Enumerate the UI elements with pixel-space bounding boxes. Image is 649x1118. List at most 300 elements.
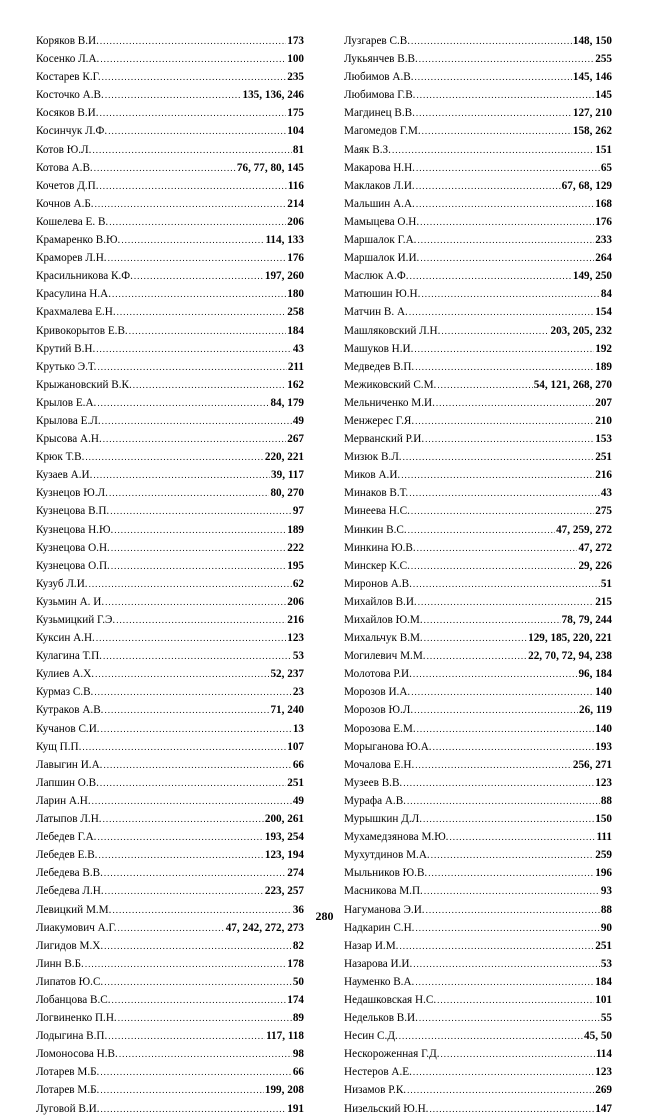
author-name: Мухамедзянова М.Ю. bbox=[344, 831, 449, 844]
author-name: Мурышкин Д.Л. bbox=[344, 813, 423, 826]
author-name: Мыльников Ю.В. bbox=[344, 867, 428, 880]
index-entry bbox=[344, 430, 612, 448]
index-entry bbox=[344, 683, 612, 701]
index-entry bbox=[344, 484, 612, 502]
page-references: 65 bbox=[600, 161, 612, 174]
dot-leader bbox=[95, 195, 287, 213]
author-name: Латыпов Л.Н. bbox=[36, 813, 102, 826]
dot-leader bbox=[416, 177, 561, 195]
author-name: Любимов А.В. bbox=[344, 71, 414, 84]
page-references: 175 bbox=[287, 107, 304, 120]
author-name: Кузьмин А. И. bbox=[36, 595, 105, 608]
dot-leader bbox=[421, 285, 599, 303]
author-name: Мерванский Р.И. bbox=[344, 433, 425, 446]
page-references: 23 bbox=[292, 686, 304, 699]
dot-leader bbox=[414, 701, 578, 719]
dot-leader bbox=[399, 937, 594, 955]
author-name: Линн В.Б. bbox=[36, 957, 84, 970]
author-name: Лодыгина В.П. bbox=[36, 1030, 108, 1043]
author-name: Курмаз С.В. bbox=[36, 686, 94, 699]
dot-leader bbox=[100, 50, 286, 68]
author-name: Кузьмицкий Г.Э. bbox=[36, 614, 116, 626]
author-name: Морозов Ю.Л. bbox=[344, 704, 414, 717]
page-references: 256, 271 bbox=[572, 758, 612, 771]
dot-leader bbox=[409, 484, 600, 502]
author-name: Красильникова К.Ф. bbox=[36, 270, 133, 283]
index-entry bbox=[344, 159, 612, 177]
dot-leader bbox=[403, 448, 595, 466]
index-entry bbox=[344, 394, 612, 412]
page-references: 123 bbox=[595, 1066, 612, 1079]
author-name: Межиковский С.М. bbox=[344, 378, 437, 391]
index-entry bbox=[344, 412, 612, 430]
index-entry bbox=[344, 358, 612, 376]
author-name: Липатов Ю.С. bbox=[36, 975, 104, 988]
dot-leader bbox=[425, 430, 594, 448]
dot-leader bbox=[97, 358, 286, 376]
index-entry bbox=[36, 249, 304, 267]
page-references: 178 bbox=[287, 957, 304, 970]
author-name: Нескороженная Г.Д. bbox=[344, 1048, 440, 1061]
dot-leader bbox=[399, 1027, 583, 1045]
index-entry bbox=[344, 738, 612, 756]
author-name: Кочнов А.Б. bbox=[36, 197, 94, 210]
dot-leader bbox=[104, 937, 292, 955]
author-name: Машуков Н.И. bbox=[344, 342, 414, 355]
page-references: 148, 150 bbox=[572, 35, 612, 47]
index-entry bbox=[36, 68, 304, 86]
author-name: Кузнецова Н.Ю. bbox=[36, 523, 114, 536]
page-references: 145, 146 bbox=[572, 71, 612, 84]
page-references: 54, 121, 268, 270 bbox=[533, 378, 612, 391]
index-entry bbox=[344, 122, 612, 140]
index-entry bbox=[344, 828, 612, 846]
page-references: 184 bbox=[595, 975, 612, 988]
author-name: Магдинец В.В. bbox=[344, 107, 415, 120]
dot-leader bbox=[419, 1009, 600, 1027]
author-name: Костарев К.Г. bbox=[36, 71, 101, 84]
page-references: 145 bbox=[595, 89, 612, 102]
author-name: Несин С.Д. bbox=[344, 1030, 398, 1043]
index-entry bbox=[36, 720, 304, 738]
page-references: 82 bbox=[292, 939, 304, 952]
dot-leader bbox=[101, 720, 292, 738]
index-entry bbox=[344, 701, 612, 719]
dot-leader bbox=[97, 828, 263, 846]
dot-leader bbox=[436, 394, 594, 412]
author-name: Мизюк В.Л. bbox=[344, 451, 402, 464]
index-entry bbox=[344, 141, 612, 159]
index-entry bbox=[36, 647, 304, 665]
author-name: Михальчук В.М. bbox=[344, 632, 423, 645]
dot-leader bbox=[105, 86, 242, 104]
author-name: Краморев Л.Н. bbox=[36, 252, 107, 265]
dot-leader bbox=[416, 195, 594, 213]
page-references: 255 bbox=[595, 53, 612, 66]
page-references: 199, 208 bbox=[264, 1084, 304, 1097]
page-references: 140 bbox=[595, 722, 612, 735]
dot-leader bbox=[411, 557, 578, 575]
index-entry bbox=[344, 756, 612, 774]
page-references: 114, 133 bbox=[265, 234, 304, 247]
dot-leader bbox=[100, 1063, 291, 1081]
page-references: 174 bbox=[287, 993, 304, 1006]
index-entry bbox=[36, 756, 304, 774]
dot-leader bbox=[92, 141, 291, 159]
page-references: 233 bbox=[595, 234, 612, 247]
page-references: 53 bbox=[600, 957, 612, 970]
author-name: Лиакумович А.Г. bbox=[36, 921, 117, 934]
dot-leader bbox=[413, 575, 600, 593]
author-name: Кущ П.П. bbox=[36, 740, 82, 753]
author-name: Миков А.И. bbox=[344, 469, 401, 482]
author-name: Коряков В.И. bbox=[36, 35, 99, 47]
author-name: Назарова И.И. bbox=[344, 957, 413, 970]
author-name: Матюшин Ю.Н. bbox=[344, 288, 421, 301]
author-name: Менжерес Г.Я. bbox=[344, 414, 415, 427]
page-references: 184 bbox=[287, 324, 304, 337]
author-name: Маслюк А.Ф. bbox=[344, 270, 409, 283]
author-name: Кривокорытов Е.В. bbox=[36, 324, 128, 337]
index-entry bbox=[344, 846, 612, 864]
author-name: Медведев В.П. bbox=[344, 360, 415, 373]
author-name: Минаков В.Т. bbox=[344, 487, 409, 500]
dot-leader bbox=[114, 521, 286, 539]
author-name: Низельский Ю.Н. bbox=[344, 1102, 429, 1115]
author-name: Недашковская Н.С. bbox=[344, 993, 437, 1006]
dot-leader bbox=[437, 376, 532, 394]
page-references: 215 bbox=[595, 595, 612, 608]
index-entry bbox=[344, 195, 612, 213]
page-references: 114 bbox=[595, 1048, 612, 1061]
page-references: 214 bbox=[287, 197, 304, 210]
author-name: Надкарин С.Н. bbox=[344, 921, 415, 934]
author-name: Кулиев А.Х. bbox=[36, 668, 95, 681]
page-references: 53 bbox=[292, 650, 304, 663]
dot-leader bbox=[96, 629, 286, 647]
author-name: Назар И.М. bbox=[344, 939, 399, 952]
page-references: 189 bbox=[287, 523, 304, 536]
index-entry bbox=[36, 104, 304, 122]
author-name: Лобанцова В.С. bbox=[36, 993, 111, 1006]
page-references: 222 bbox=[287, 541, 304, 554]
dot-leader bbox=[415, 756, 572, 774]
dot-leader bbox=[420, 249, 594, 267]
index-entry bbox=[344, 32, 612, 50]
page-references: 81 bbox=[292, 143, 304, 156]
dot-leader bbox=[110, 502, 292, 520]
index-entry bbox=[36, 267, 304, 285]
dot-leader bbox=[109, 213, 286, 231]
dot-leader bbox=[424, 611, 561, 629]
page-references: 189 bbox=[595, 360, 612, 373]
author-name: Кузнецова О.П. bbox=[36, 559, 110, 572]
author-name: Любимова Г.В. bbox=[344, 89, 416, 102]
page-references: 210 bbox=[595, 414, 612, 427]
index-entry bbox=[344, 1027, 612, 1045]
dot-leader bbox=[94, 683, 291, 701]
dot-leader bbox=[129, 322, 287, 340]
dot-leader bbox=[437, 991, 594, 1009]
page-references: 123 bbox=[595, 776, 612, 789]
page-references: 49 bbox=[292, 414, 304, 427]
author-name: Макарова Н.Н. bbox=[344, 161, 415, 174]
author-name: Крутий В.Н. bbox=[36, 342, 96, 355]
author-name: Кочетов Д.П. bbox=[36, 179, 99, 192]
author-name: Левицкий М.М. bbox=[36, 903, 112, 916]
author-name: Крахмалева Е.Н. bbox=[36, 306, 116, 319]
dot-leader bbox=[93, 466, 270, 484]
dot-leader bbox=[92, 792, 292, 810]
author-name: Кошелева Е. В. bbox=[36, 215, 109, 228]
author-name: Нестеров А.Е. bbox=[344, 1066, 412, 1079]
index-entry bbox=[36, 701, 304, 719]
page-references: 176 bbox=[595, 215, 612, 228]
dot-leader bbox=[413, 665, 578, 683]
author-name: Кузнецов Ю.Л. bbox=[36, 487, 108, 500]
page-references: 149, 250 bbox=[572, 270, 612, 283]
index-entry bbox=[344, 50, 612, 68]
dot-leader bbox=[116, 611, 286, 629]
page-references: 47, 272 bbox=[578, 541, 612, 554]
dot-leader bbox=[102, 412, 292, 430]
index-entry bbox=[344, 68, 612, 86]
index-entry bbox=[36, 991, 304, 1009]
dot-leader bbox=[85, 955, 286, 973]
page-references: 216 bbox=[287, 614, 304, 626]
index-entry bbox=[344, 1081, 612, 1099]
index-entry bbox=[36, 86, 304, 104]
index-entry bbox=[344, 774, 612, 792]
page-references: 192 bbox=[595, 342, 612, 355]
dot-leader bbox=[441, 1045, 595, 1063]
index-entry bbox=[344, 104, 612, 122]
page-references: 168 bbox=[595, 197, 612, 210]
page-references: 129, 185, 220, 221 bbox=[528, 632, 612, 645]
index-entry bbox=[344, 213, 612, 231]
dot-leader bbox=[433, 738, 595, 756]
index-entry bbox=[36, 466, 304, 484]
index-entry bbox=[36, 141, 304, 159]
dot-leader bbox=[422, 122, 572, 140]
dot-leader bbox=[104, 973, 292, 991]
index-entry bbox=[344, 882, 612, 900]
index-entry bbox=[36, 1027, 304, 1045]
page-references: 206 bbox=[287, 215, 304, 228]
dot-leader bbox=[416, 159, 600, 177]
index-entry bbox=[344, 973, 612, 991]
dot-leader bbox=[105, 882, 264, 900]
index-entry bbox=[36, 177, 304, 195]
index-entry bbox=[36, 665, 304, 683]
author-name: Крылов Е.А. bbox=[36, 396, 97, 409]
page-references: 116 bbox=[287, 179, 304, 192]
dot-leader bbox=[420, 213, 594, 231]
page-references: 206 bbox=[287, 595, 304, 608]
page-references: 251 bbox=[595, 451, 612, 464]
page-references: 200, 261 bbox=[264, 813, 304, 826]
page-references: 275 bbox=[595, 505, 612, 518]
dot-leader bbox=[423, 810, 594, 828]
author-name: Могилевич М.М. bbox=[344, 650, 426, 663]
dot-leader bbox=[403, 774, 594, 792]
author-name: Лотарев М.Б. bbox=[36, 1066, 100, 1079]
dot-leader bbox=[103, 756, 291, 774]
page-references: 45, 50 bbox=[584, 1030, 612, 1043]
author-name: Кузуб Л.И. bbox=[36, 577, 88, 590]
page-references: 47, 242, 272, 273 bbox=[225, 921, 304, 934]
index-entry bbox=[36, 1081, 304, 1099]
index-entry bbox=[36, 303, 304, 321]
index-entry bbox=[344, 720, 612, 738]
author-name: Ломоносова Н.В. bbox=[36, 1048, 118, 1061]
index-entry bbox=[36, 322, 304, 340]
dot-leader bbox=[97, 394, 269, 412]
index-entry bbox=[344, 955, 612, 973]
index-entry bbox=[36, 340, 304, 358]
author-name: Крыжановский В.К. bbox=[36, 378, 132, 391]
dot-leader bbox=[411, 502, 594, 520]
dot-leader bbox=[104, 701, 269, 719]
index-entry bbox=[36, 611, 304, 629]
index-entry bbox=[36, 1063, 304, 1081]
index-entry bbox=[344, 86, 612, 104]
dot-leader bbox=[419, 50, 594, 68]
author-name: Мурафа А.В. bbox=[344, 794, 406, 807]
page-references: 158, 262 bbox=[572, 125, 612, 138]
index-entry bbox=[36, 828, 304, 846]
author-name: Морозова Е.М. bbox=[344, 722, 416, 735]
page-references: 267 bbox=[287, 433, 304, 446]
author-name: Лебедев Е.В. bbox=[36, 849, 98, 862]
page-references: 251 bbox=[595, 939, 612, 952]
index-entry bbox=[344, 177, 612, 195]
dot-leader bbox=[416, 104, 572, 122]
dot-leader bbox=[431, 846, 594, 864]
index-entry bbox=[344, 340, 612, 358]
index-entry bbox=[36, 593, 304, 611]
index-entry bbox=[344, 539, 612, 557]
dot-leader bbox=[413, 1063, 594, 1081]
author-name: Красулина Н.А. bbox=[36, 288, 112, 301]
dot-leader bbox=[108, 1027, 265, 1045]
index-entry bbox=[344, 611, 612, 629]
index-entry bbox=[344, 1100, 612, 1118]
index-entry bbox=[344, 448, 612, 466]
page-references: 127, 210 bbox=[572, 107, 612, 120]
index-entry bbox=[344, 466, 612, 484]
page-references: 154 bbox=[595, 306, 612, 319]
author-name: Низамов Р.К. bbox=[344, 1084, 407, 1097]
dot-leader bbox=[105, 593, 286, 611]
index-entry bbox=[344, 249, 612, 267]
author-name: Маршалок Г.А. bbox=[344, 234, 417, 247]
index-entry bbox=[36, 231, 304, 249]
author-name: Крутько Э.Т. bbox=[36, 360, 97, 373]
index-entry bbox=[36, 50, 304, 68]
page-references: 196 bbox=[595, 867, 612, 880]
index-entry bbox=[36, 882, 304, 900]
author-name: Лотарев М.Б. bbox=[36, 1084, 100, 1097]
author-name: Косяков В.И. bbox=[36, 107, 99, 120]
index-entry bbox=[36, 484, 304, 502]
index-entry bbox=[36, 683, 304, 701]
page-references: 89 bbox=[292, 1012, 304, 1025]
index-entry bbox=[36, 774, 304, 792]
dot-leader bbox=[85, 448, 263, 466]
page-references: 220, 221 bbox=[264, 451, 304, 464]
index-entry bbox=[36, 285, 304, 303]
dot-leader bbox=[424, 629, 527, 647]
author-name: Мочалова Е.Н. bbox=[344, 758, 415, 771]
dot-leader bbox=[416, 86, 594, 104]
page-references: 52, 237 bbox=[270, 668, 304, 681]
page-references: 211 bbox=[287, 360, 304, 373]
index-entry bbox=[36, 810, 304, 828]
page-references: 147 bbox=[595, 1102, 612, 1115]
page-references: 26, 119 bbox=[579, 704, 612, 717]
author-name: Молотова Р.И. bbox=[344, 668, 412, 681]
dot-leader bbox=[418, 593, 594, 611]
dot-leader bbox=[417, 231, 594, 249]
page-references: 101 bbox=[595, 993, 612, 1006]
author-name: Мухутдинов М.А. bbox=[344, 849, 430, 862]
index-entry bbox=[344, 937, 612, 955]
page-references: 258 bbox=[287, 306, 304, 319]
dot-leader bbox=[103, 647, 292, 665]
index-entry bbox=[36, 213, 304, 231]
author-name: Нагуманова Э.И. bbox=[344, 903, 425, 916]
page-references: 223, 257 bbox=[264, 885, 304, 898]
author-name: Ларин А.Н. bbox=[36, 794, 91, 807]
dot-leader bbox=[415, 412, 594, 430]
dot-leader bbox=[100, 774, 286, 792]
author-name: Маклаков Л.И. bbox=[344, 179, 415, 192]
author-name: Котов Ю.Л. bbox=[36, 143, 92, 156]
index-entry bbox=[36, 430, 304, 448]
page-references: 84, 179 bbox=[270, 396, 304, 409]
page-references: 191 bbox=[287, 1102, 304, 1115]
page-references: 151 bbox=[595, 143, 612, 156]
dot-leader bbox=[112, 991, 287, 1009]
index-entry bbox=[36, 195, 304, 213]
index-entry bbox=[344, 1045, 612, 1063]
index-entry bbox=[344, 557, 612, 575]
page-references: 93 bbox=[600, 885, 612, 898]
page-references: 13 bbox=[292, 722, 304, 735]
left-index-column bbox=[36, 32, 304, 1118]
author-name: Кузнецова О.Н. bbox=[36, 541, 110, 554]
index-entry bbox=[344, 267, 612, 285]
dot-leader bbox=[401, 466, 594, 484]
page-references: 90 bbox=[600, 921, 612, 934]
author-name: Музеев В.В. bbox=[344, 776, 403, 789]
page-references: 264 bbox=[595, 252, 612, 265]
dot-leader bbox=[429, 1100, 594, 1118]
dot-leader bbox=[410, 267, 572, 285]
page-references: 71, 240 bbox=[270, 704, 304, 717]
page-references: 173 bbox=[287, 35, 304, 47]
dot-leader bbox=[441, 322, 549, 340]
index-entry bbox=[36, 1100, 304, 1118]
dot-leader bbox=[407, 1081, 594, 1099]
dot-leader bbox=[101, 1100, 287, 1118]
page-references: 98 bbox=[292, 1048, 304, 1061]
index-entry bbox=[344, 665, 612, 683]
dot-leader bbox=[133, 376, 286, 394]
index-entry bbox=[36, 521, 304, 539]
page-references: 88 bbox=[600, 903, 612, 916]
